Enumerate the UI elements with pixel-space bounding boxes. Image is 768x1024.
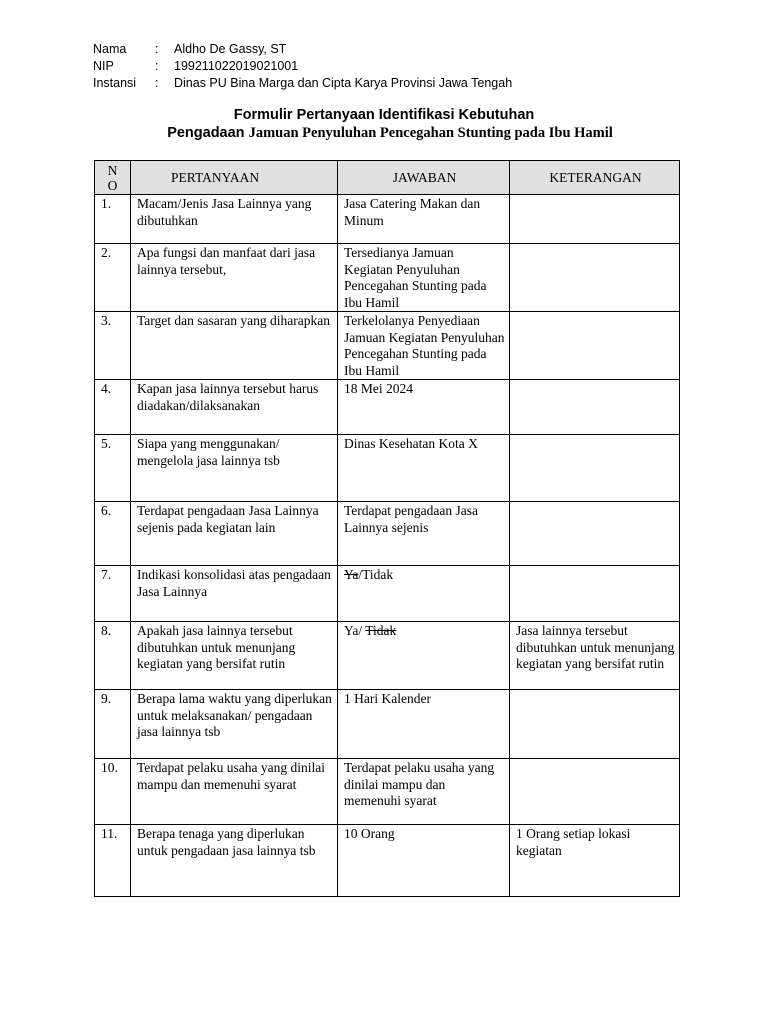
instansi-label: Instansi <box>93 76 137 90</box>
row-number: 10. <box>95 759 131 825</box>
table-row <box>95 435 680 502</box>
answer-cell <box>338 566 510 622</box>
option-separator: / <box>358 567 363 582</box>
colon: : <box>155 59 159 73</box>
question-cell: Apa fungsi dan manfaat dari jasa lainnya tersebut, <box>131 244 338 312</box>
note-cell: Jasa lainnya tersebut dibutuhkan untuk menunjang kegiatan yang bersifat rutin <box>510 622 680 690</box>
answer-cell: Terdapat pelaku usaha yang dinilai mampu dan memenuhi syarat <box>338 759 510 825</box>
subtitle-topic: Jamuan Penyuluhan Pencegahan Stunting pada Ibu Hamil <box>248 125 613 141</box>
question-cell: Kapan jasa lainnya tersebut harus diadakan/dilaksanakan <box>131 380 338 435</box>
answer-cell: Jasa Catering Makan dan Minum <box>338 195 510 244</box>
note-cell <box>510 195 680 244</box>
header-jawaban: JAWABAN <box>338 161 510 195</box>
struck-option: Ya <box>344 567 359 582</box>
struck-option: Tidak <box>365 623 397 638</box>
row-number: 11. <box>95 825 131 897</box>
table-row <box>95 195 680 244</box>
note-cell <box>510 244 680 312</box>
note-cell <box>510 690 680 759</box>
row-number: 8. <box>95 622 131 690</box>
table-row <box>95 690 680 759</box>
question-cell: Berapa lama waktu yang diperlukan untuk melaksanakan/ pengadaan jasa lainnya tsb <box>131 690 338 759</box>
nama-label: Nama <box>93 42 127 56</box>
form-title: Formulir Pertanyaan Identifikasi Kebutuhan <box>233 107 535 123</box>
answer-cell: Tersedianya Jamuan Kegiatan Penyuluhan Pencegahan Stunting pada Ibu Hamil <box>338 244 510 312</box>
row-number: 5. <box>95 435 131 502</box>
header-no: NO <box>95 161 131 195</box>
answer-cell: Dinas Kesehatan Kota X <box>338 435 510 502</box>
answer-cell: 1 Hari Kalender <box>338 690 510 759</box>
question-cell: Apakah jasa lainnya tersebut dibutuhkan untuk menunjang kegiatan yang bersifat rutin <box>131 622 338 690</box>
answer-cell <box>338 622 510 690</box>
selected-option: Tidak <box>362 567 394 582</box>
row-number: 9. <box>95 690 131 759</box>
table-row <box>95 759 680 825</box>
colon: : <box>155 42 159 56</box>
colon: : <box>155 76 159 90</box>
form-subtitle <box>0 125 768 142</box>
table-row <box>95 380 680 435</box>
answer-cell: 10 Orang <box>338 825 510 897</box>
selected-option: Ya <box>344 623 359 638</box>
nip-value: 199211022019021001 <box>174 59 299 73</box>
header-pertanyaan: PERTANYAAN <box>131 161 338 195</box>
question-cell: Berapa tenaga yang diperlukan untuk pengadaan jasa lainnya tsb <box>131 825 338 897</box>
table-row <box>95 566 680 622</box>
table-row <box>95 312 680 380</box>
nip-label: NIP <box>93 59 114 73</box>
question-cell: Target dan sasaran yang diharapkan <box>131 312 338 380</box>
note-cell: 1 Orang setiap lokasi kegiatan <box>510 825 680 897</box>
table-row <box>95 825 680 897</box>
table-row <box>95 244 680 312</box>
subtitle-prefix: Pengadaan <box>167 125 249 141</box>
instansi-value: Dinas PU Bina Marga dan Cipta Karya Provinsi Jawa Tengah <box>174 76 513 90</box>
table-row <box>95 622 680 690</box>
row-number: 1. <box>95 195 131 244</box>
identification-table <box>94 160 680 897</box>
question-cell: Terdapat pelaku usaha yang dinilai mampu dan memenuhi syarat <box>131 759 338 825</box>
answer-cell: Terdapat pengadaan Jasa Lainnya sejenis <box>338 502 510 566</box>
row-number: 3. <box>95 312 131 380</box>
table-row <box>95 502 680 566</box>
note-cell <box>510 435 680 502</box>
header-keterangan: KETERANGAN <box>510 161 680 195</box>
row-number: 2. <box>95 244 131 312</box>
note-cell <box>510 759 680 825</box>
question-cell: Siapa yang menggunakan/ mengelola jasa lainnya tsb <box>131 435 338 502</box>
row-number: 7. <box>95 566 131 622</box>
question-cell: Indikasi konsolidasi atas pengadaan Jasa Lainnya <box>131 566 338 622</box>
option-separator: / <box>358 623 366 638</box>
question-cell: Macam/Jenis Jasa Lainnya yang dibutuhkan <box>131 195 338 244</box>
note-cell <box>510 312 680 380</box>
table-header-row <box>95 161 680 195</box>
question-cell: Terdapat pengadaan Jasa Lainnya sejenis pada kegiatan lain <box>131 502 338 566</box>
nama-value: Aldho De Gassy, ST <box>174 42 287 56</box>
note-cell <box>510 380 680 435</box>
answer-cell: Terkelolanya Penyediaan Jamuan Kegiatan Penyuluhan Pencegahan Stunting pada Ibu Hamil <box>338 312 510 380</box>
note-cell <box>510 502 680 566</box>
row-number: 4. <box>95 380 131 435</box>
note-cell <box>510 566 680 622</box>
answer-cell: 18 Mei 2024 <box>338 380 510 435</box>
row-number: 6. <box>95 502 131 566</box>
